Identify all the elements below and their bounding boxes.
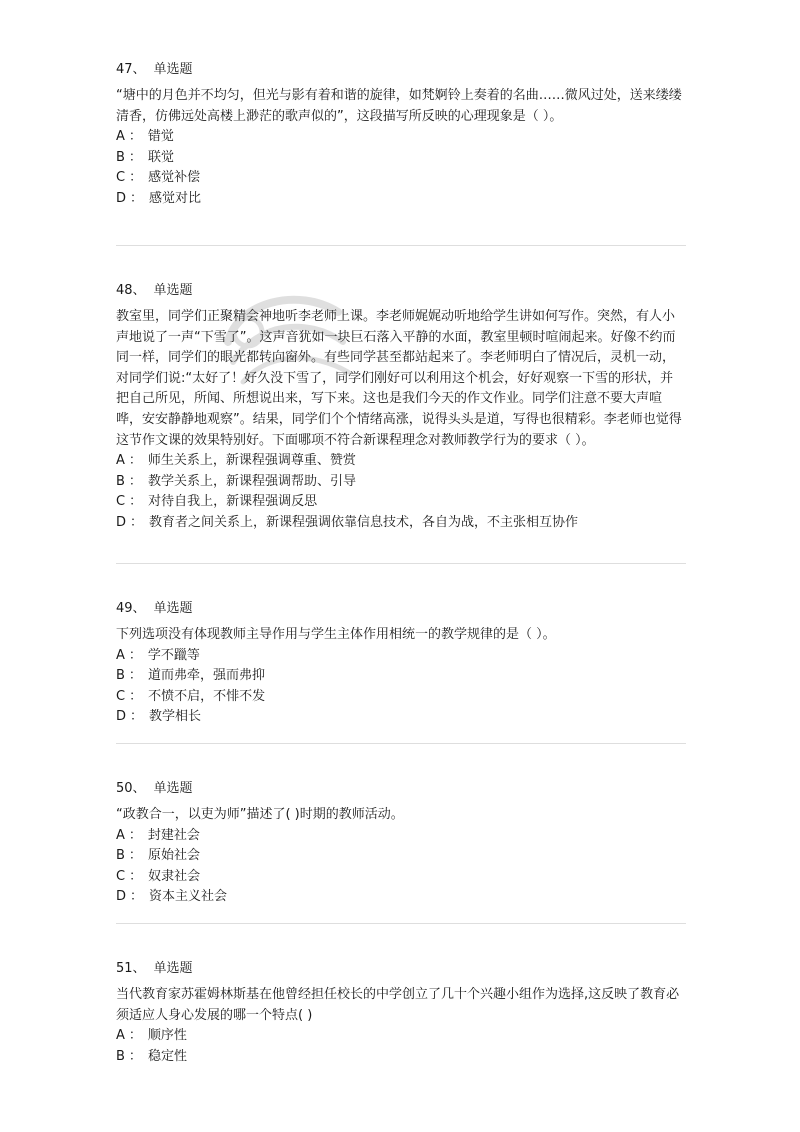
- option-list: [116, 826, 686, 908]
- option-separator: ：: [128, 453, 142, 469]
- question-type: 单选题: [153, 62, 193, 77]
- option-letter: A: [116, 1028, 125, 1044]
- question-header: [116, 959, 686, 979]
- option-c[interactable]: [116, 492, 686, 513]
- option-b[interactable]: [116, 148, 686, 169]
- option-separator: ：: [128, 827, 142, 843]
- option-separator: ：: [129, 868, 143, 884]
- option-b[interactable]: [116, 1047, 686, 1068]
- option-a[interactable]: [116, 451, 686, 472]
- option-text: 资本主义社会: [149, 889, 228, 905]
- option-b[interactable]: [116, 666, 686, 687]
- option-text: 感觉对比: [149, 190, 202, 206]
- option-letter: A: [116, 647, 125, 663]
- question-number: 47、: [116, 62, 146, 77]
- option-text: 稳定性: [147, 1048, 187, 1064]
- option-letter: C: [116, 494, 126, 510]
- option-c[interactable]: [116, 687, 686, 708]
- option-separator: ：: [130, 709, 144, 725]
- option-separator: ：: [128, 129, 142, 145]
- option-text: 教育者之间关系上，新课程强调依靠信息技术，各自为战，不主张相互协作: [149, 514, 579, 530]
- option-text: 不愤不启，不悱不发: [148, 688, 266, 704]
- option-separator: ：: [128, 647, 142, 663]
- option-text: 学不躐等: [147, 647, 200, 663]
- question-type: 单选题: [153, 961, 193, 976]
- option-c[interactable]: [116, 168, 686, 189]
- question-divider: [116, 563, 686, 564]
- option-letter: C: [116, 170, 126, 186]
- question-header: [116, 281, 686, 301]
- option-text: 顺序性: [147, 1028, 187, 1044]
- option-separator: ：: [129, 170, 143, 186]
- option-separator: ：: [128, 1028, 142, 1044]
- option-a[interactable]: [116, 826, 686, 847]
- option-letter: B: [116, 668, 125, 684]
- option-text: 原始社会: [147, 848, 200, 864]
- question-number: 50、: [116, 781, 146, 796]
- option-d[interactable]: [116, 887, 686, 908]
- question-divider: [116, 245, 686, 246]
- option-d[interactable]: [116, 513, 686, 534]
- option-text: 对待自我上，新课程强调反思: [148, 494, 318, 510]
- option-letter: B: [116, 848, 125, 864]
- option-separator: ：: [129, 688, 143, 704]
- question-number: 49、: [116, 601, 146, 616]
- option-letter: C: [116, 688, 126, 704]
- option-text: 奴隶社会: [148, 868, 201, 884]
- question-stem: “塘中的月色并不均匀，但光与影有着和谐的旋律，如梵婀铃上奏着的名曲……微风过处，送来缕缕清香，仿佛远处高楼上渺茫的歌声似的”，这段描写所反映的心理现象是（ ）。: [116, 88, 682, 124]
- option-c[interactable]: [116, 867, 686, 888]
- option-letter: B: [116, 149, 125, 165]
- option-separator: ：: [130, 514, 144, 530]
- option-b[interactable]: [116, 472, 686, 493]
- option-text: 教学关系上，新课程强调帮助、引导: [147, 473, 356, 489]
- option-separator: ：: [129, 494, 143, 510]
- question-51: [116, 959, 686, 1067]
- option-text: 教学相长: [149, 709, 202, 725]
- question-header: [116, 779, 686, 799]
- option-list: [116, 451, 686, 533]
- question-header: [116, 599, 686, 619]
- question-type: 单选题: [153, 601, 193, 616]
- question-47: [116, 60, 686, 210]
- option-separator: ：: [128, 473, 142, 489]
- option-a[interactable]: [116, 646, 686, 667]
- question-number: 51、: [116, 961, 146, 976]
- option-letter: A: [116, 453, 125, 469]
- option-list: [116, 646, 686, 728]
- option-separator: ：: [128, 668, 142, 684]
- question-stem: 当代教育家苏霍姆林斯基在他曾经担任校长的中学创立了几十个兴趣小组作为选择,这反映了教育必须适应人身心发展的哪一个特点( ): [116, 987, 680, 1023]
- option-a[interactable]: [116, 1026, 686, 1047]
- question-50: [116, 779, 686, 908]
- option-b[interactable]: [116, 846, 686, 867]
- question-number: 48、: [116, 283, 146, 298]
- option-letter: B: [116, 1048, 125, 1064]
- option-text: 感觉补偿: [148, 170, 201, 186]
- option-separator: ：: [130, 889, 144, 905]
- question-49: [116, 599, 686, 728]
- question-type: 单选题: [153, 283, 193, 298]
- option-list: [116, 1026, 686, 1067]
- question-stem: “政教合一，以吏为师”描述了( )时期的教师活动。: [116, 807, 404, 822]
- option-text: 封建社会: [147, 827, 200, 843]
- question-type: 单选题: [153, 781, 193, 796]
- option-letter: A: [116, 129, 125, 145]
- option-list: [116, 127, 686, 209]
- option-letter: D: [116, 190, 127, 206]
- option-separator: ：: [128, 149, 142, 165]
- option-letter: D: [116, 889, 127, 905]
- question-header: [116, 60, 686, 80]
- option-d[interactable]: [116, 707, 686, 728]
- question-48: [116, 281, 686, 534]
- option-letter: D: [116, 514, 127, 530]
- option-letter: B: [116, 473, 125, 489]
- question-stem: 下列选项没有体现教师主导作用与学生主体作用相统一的教学规律的是（ ）。: [116, 627, 556, 642]
- option-separator: ：: [128, 848, 142, 864]
- option-separator: ：: [130, 190, 144, 206]
- option-letter: D: [116, 709, 127, 725]
- option-letter: A: [116, 827, 125, 843]
- question-divider: [116, 743, 686, 744]
- option-text: 联觉: [147, 149, 174, 165]
- option-separator: ：: [128, 1048, 142, 1064]
- option-d[interactable]: [116, 189, 686, 210]
- option-text: 道而弗牵，强而弗抑: [147, 668, 265, 684]
- option-a[interactable]: [116, 127, 686, 148]
- question-stem: 教室里，同学们正聚精会神地听李老师上课。李老师娓娓动听地给学生讲如何写作。突然，有人小声地说了一声“下雪了”。这声音犹如一块巨石落入平静的水面，教室里顿时喧闹起来。好像不约而同一样，同学们的眼光都转向窗外。有些同学甚至都站起来了。李老师明白了情况后，灵机一动，对同学们说:“太好了！好久没下雪了，同学们刚好可以利用这个机会，好好观察一下雪的形状，并把自己所见，所闻、所想说出来，写下来。这也是我们今天的作文作业。同学们注意不要大声喧哗，安安静静地观察”。结果，同学们个个情绪高涨，说得头头是道，写得也很精彩。李老师也觉得这节作文课的效果特别好。下面哪项不符合新课程理念对教师教学行为的要求（ ）。: [116, 309, 682, 448]
- option-text: 师生关系上，新课程强调尊重、赞赏: [147, 453, 356, 469]
- question-divider: [116, 923, 686, 924]
- option-text: 错觉: [147, 129, 174, 145]
- option-letter: C: [116, 868, 126, 884]
